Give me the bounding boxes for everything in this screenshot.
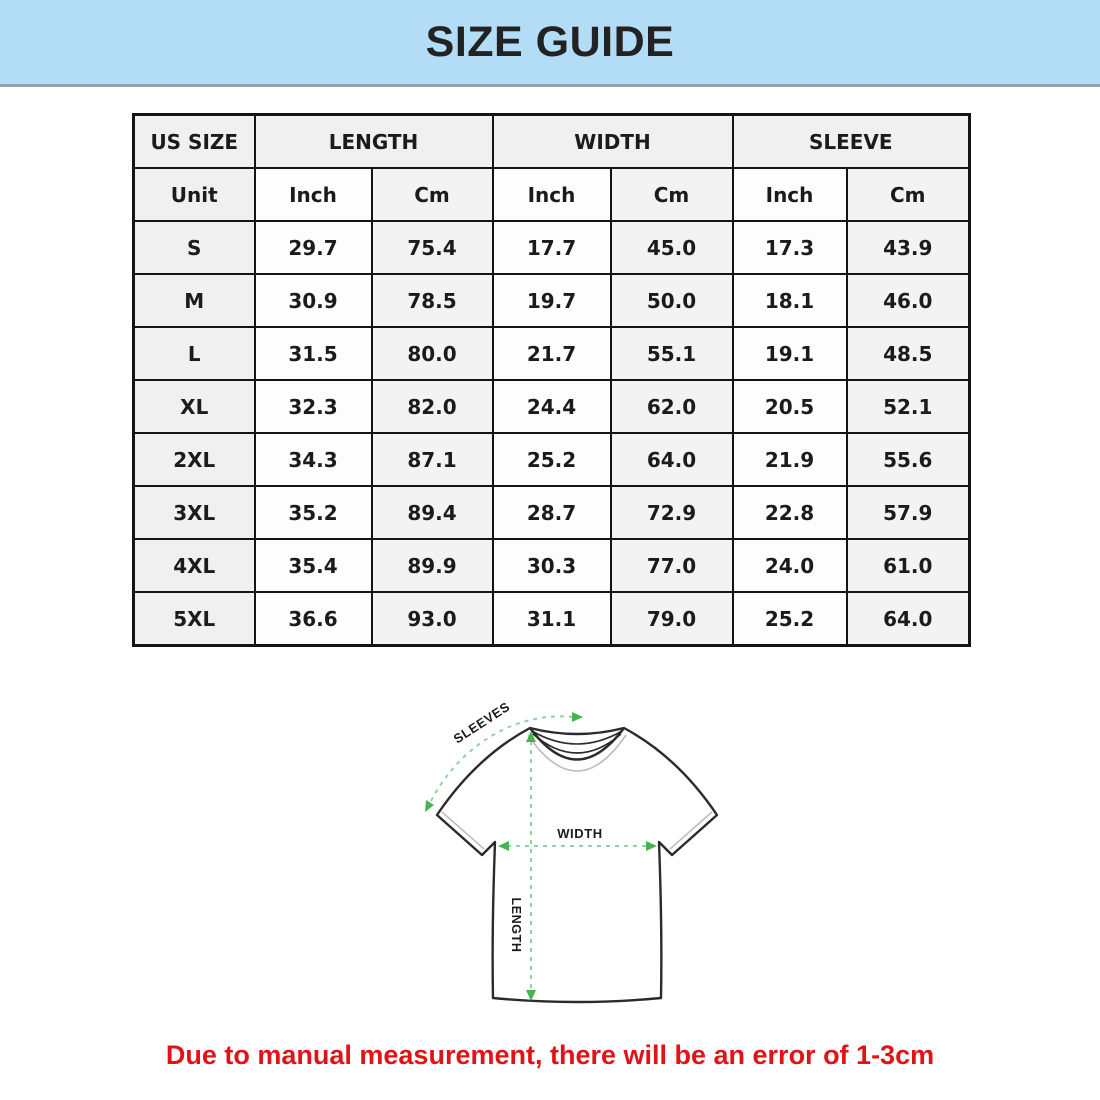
col-header-width: WIDTH <box>493 115 733 169</box>
cell-value: 80.0 <box>372 327 493 380</box>
cell-value: 30.9 <box>255 274 372 327</box>
cell-value: 62.0 <box>611 380 733 433</box>
cell-value: 72.9 <box>611 486 733 539</box>
cell-value: 55.1 <box>611 327 733 380</box>
cell-value: 89.4 <box>372 486 493 539</box>
cell-value: 19.1 <box>733 327 847 380</box>
cell-value: 35.2 <box>255 486 372 539</box>
cell-value: 28.7 <box>493 486 611 539</box>
cell-value: 93.0 <box>372 592 493 646</box>
size-label: 3XL <box>134 486 255 539</box>
cell-value: 46.0 <box>847 274 970 327</box>
table-row-xl <box>134 380 970 433</box>
cell-value: 57.9 <box>847 486 970 539</box>
cell-value: 25.2 <box>733 592 847 646</box>
cell-value: 64.0 <box>611 433 733 486</box>
cell-value: 48.5 <box>847 327 970 380</box>
size-label: XL <box>134 380 255 433</box>
width-measure-label: WIDTH <box>557 826 603 841</box>
cell-value: 20.5 <box>733 380 847 433</box>
sleeve-arrow-end-head <box>425 800 434 812</box>
cell-value: 89.9 <box>372 539 493 592</box>
size-table <box>132 113 971 647</box>
cell-value: 55.6 <box>847 433 970 486</box>
table-row-5xl <box>134 592 970 646</box>
unit-width-inch: Inch <box>493 168 611 221</box>
length-measure-label: LENGTH <box>509 897 523 953</box>
measurement-note: Due to manual measurement, there will be an error of 1-3cm <box>165 1040 935 1070</box>
cell-value: 21.7 <box>493 327 611 380</box>
cell-value: 75.4 <box>372 221 493 274</box>
cell-value: 17.3 <box>733 221 847 274</box>
size-label: L <box>134 327 255 380</box>
size-label: S <box>134 221 255 274</box>
cell-value: 34.3 <box>255 433 372 486</box>
cell-value: 30.3 <box>493 539 611 592</box>
cell-value: 43.9 <box>847 221 970 274</box>
cell-value: 22.8 <box>733 486 847 539</box>
table-row-2xl <box>134 433 970 486</box>
table-row-m <box>134 274 970 327</box>
col-header-length: LENGTH <box>255 115 493 169</box>
tshirt-outline <box>437 728 717 1002</box>
unit-sleeve-cm: Cm <box>847 168 970 221</box>
cell-value: 52.1 <box>847 380 970 433</box>
cell-value: 35.4 <box>255 539 372 592</box>
cell-value: 82.0 <box>372 380 493 433</box>
cell-value: 31.5 <box>255 327 372 380</box>
unit-length-cm: Cm <box>372 168 493 221</box>
unit-label: Unit <box>134 168 255 221</box>
sleeve-measure-label: SLEEVES <box>450 698 513 747</box>
cell-value: 77.0 <box>611 539 733 592</box>
size-label: 4XL <box>134 539 255 592</box>
unit-width-cm: Cm <box>611 168 733 221</box>
cell-value: 32.3 <box>255 380 372 433</box>
tshirt-diagram <box>410 695 780 1035</box>
cell-value: 61.0 <box>847 539 970 592</box>
cell-value: 19.7 <box>493 274 611 327</box>
size-label: M <box>134 274 255 327</box>
cell-value: 17.7 <box>493 221 611 274</box>
cell-value: 78.5 <box>372 274 493 327</box>
cell-value: 45.0 <box>611 221 733 274</box>
cell-value: 31.1 <box>493 592 611 646</box>
size-label: 5XL <box>134 592 255 646</box>
col-header-sleeve: SLEEVE <box>733 115 970 169</box>
cell-value: 36.6 <box>255 592 372 646</box>
unit-length-inch: Inch <box>255 168 372 221</box>
cell-value: 87.1 <box>372 433 493 486</box>
cell-value: 24.0 <box>733 539 847 592</box>
table-row-3xl <box>134 486 970 539</box>
cell-value: 50.0 <box>611 274 733 327</box>
title-bar <box>0 0 1100 87</box>
cell-value: 21.9 <box>733 433 847 486</box>
sleeve-arrow-right-head <box>572 712 583 722</box>
group-header-row <box>134 115 970 169</box>
page-title: SIZE GUIDE <box>425 17 675 66</box>
unit-row <box>134 168 970 221</box>
cell-value: 18.1 <box>733 274 847 327</box>
cell-value: 29.7 <box>255 221 372 274</box>
table-row-4xl <box>134 539 970 592</box>
size-label: 2XL <box>134 433 255 486</box>
cell-value: 64.0 <box>847 592 970 646</box>
table-row-l <box>134 327 970 380</box>
col-header-us-size: US SIZE <box>134 115 255 169</box>
unit-sleeve-inch: Inch <box>733 168 847 221</box>
cell-value: 25.2 <box>493 433 611 486</box>
cell-value: 79.0 <box>611 592 733 646</box>
cell-value: 24.4 <box>493 380 611 433</box>
table-row-s <box>134 221 970 274</box>
